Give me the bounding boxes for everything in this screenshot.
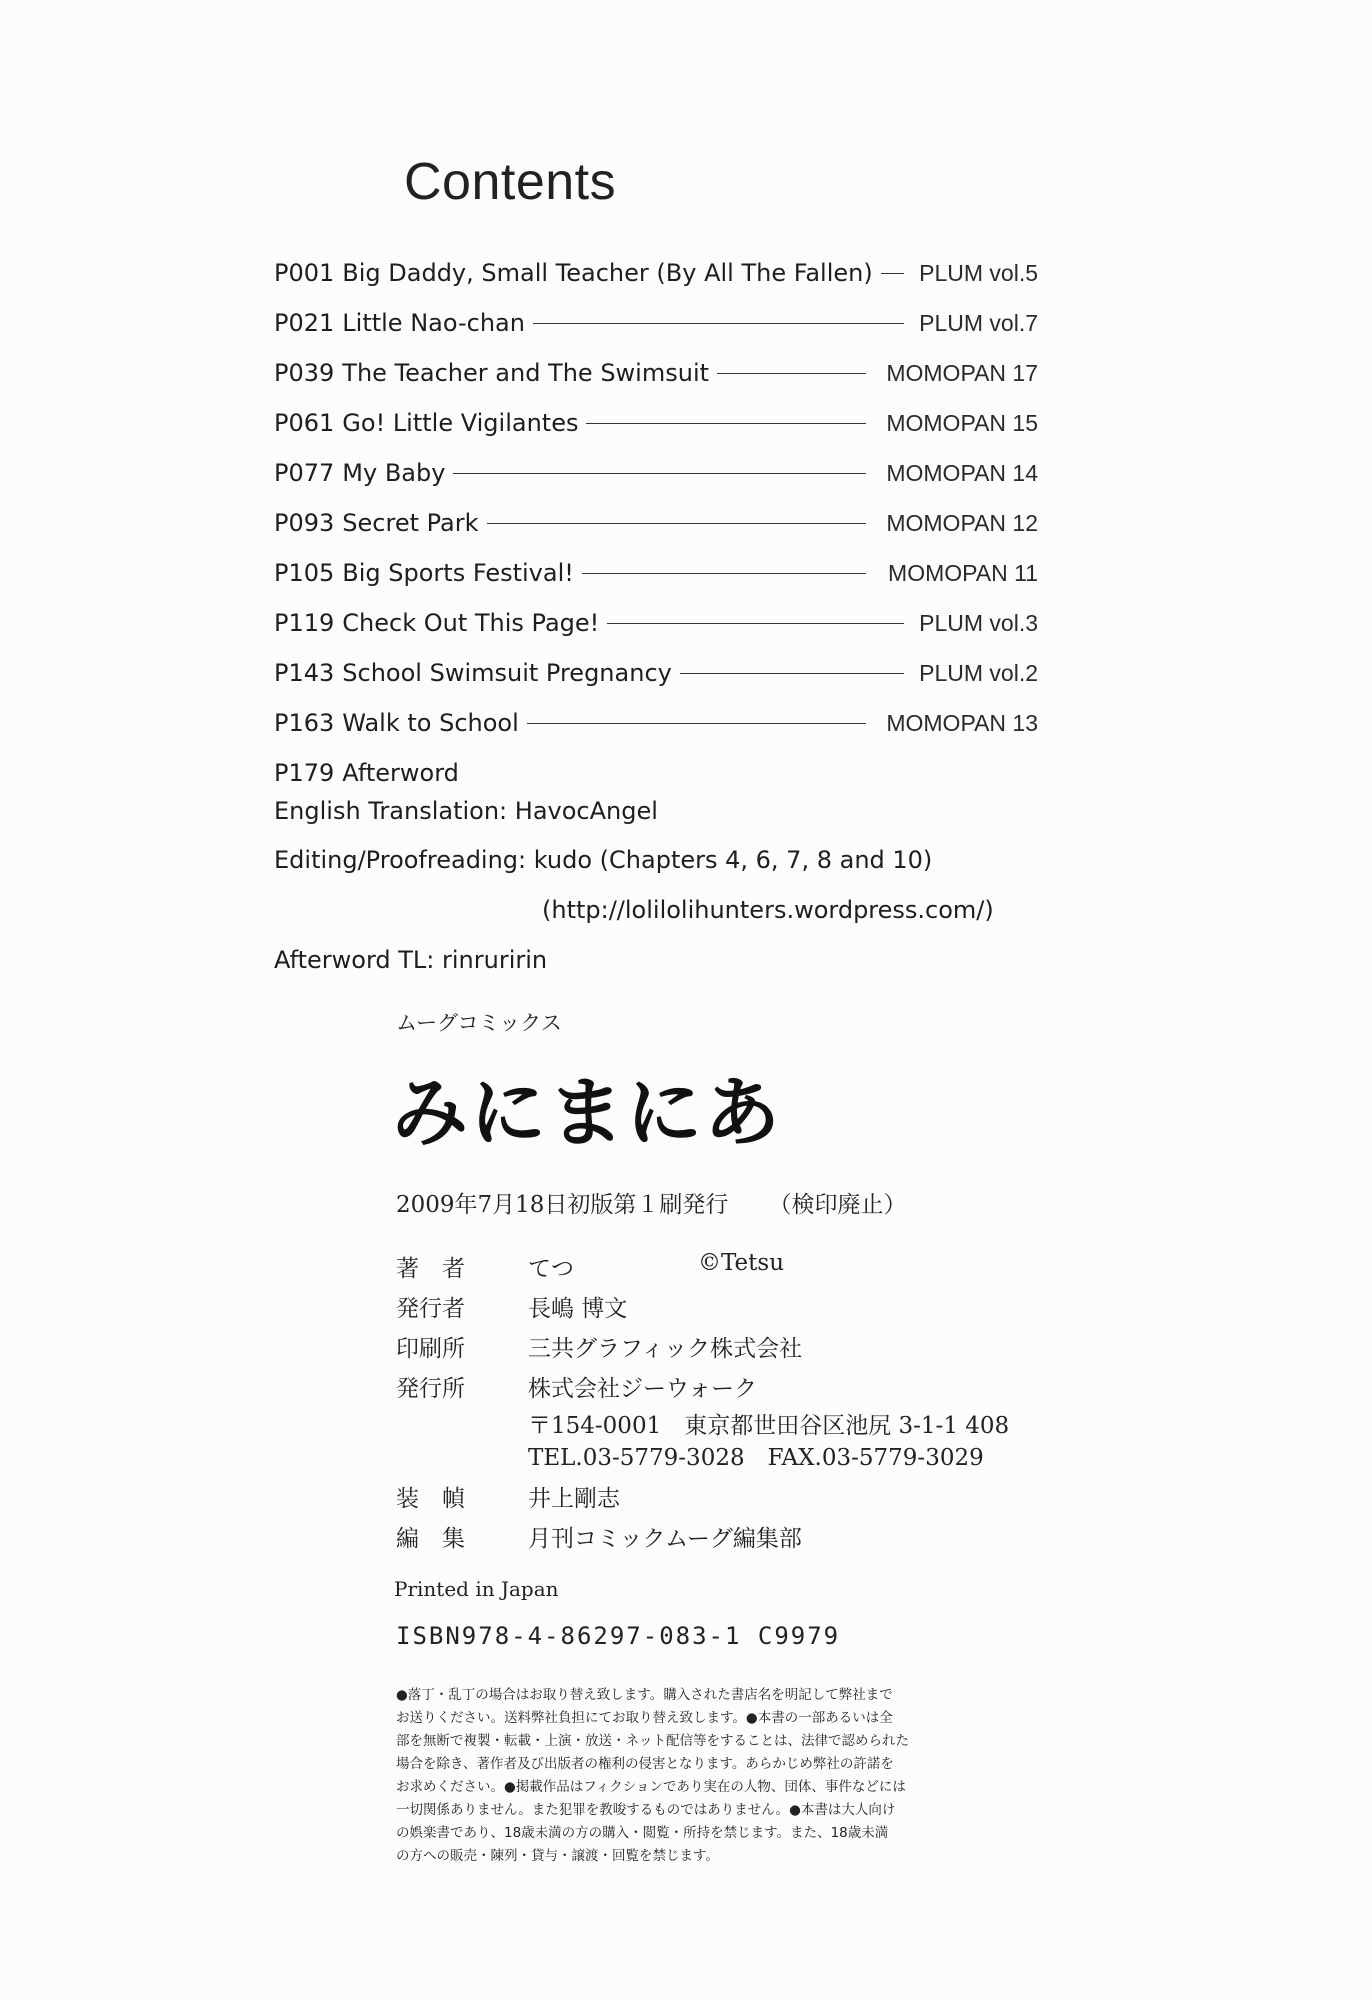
toc-chapter-title: Big Daddy, Small Teacher (By All The Fallen) bbox=[342, 259, 873, 287]
book-title-logo: みにまにあ bbox=[392, 1068, 782, 1157]
toc-entry bbox=[274, 398, 1038, 448]
toc-chapter-title: School Swimsuit Pregnancy bbox=[342, 659, 672, 687]
legal-notes bbox=[396, 1684, 984, 1868]
toc-page-number: P143 bbox=[274, 659, 335, 687]
editor-label: 編 集 bbox=[396, 1526, 465, 1552]
publisher-phone-fax: TEL.03-5779-3028 FAX.03-5779-3029 bbox=[528, 1445, 984, 1471]
legal-note-line: お送りください。送料弊社負担にてお取り替え致します。●本書の一部あるいは全 bbox=[396, 1710, 893, 1726]
toc-leader-line bbox=[533, 323, 904, 324]
toc-source: PLUM vol.2 bbox=[919, 659, 1038, 686]
scanlator-url: (http://lolilolihunters.wordpress.com/) bbox=[542, 896, 994, 924]
table-of-contents bbox=[274, 248, 1038, 798]
editing-credit: Editing/Proofreading: kudo (Chapters 4, 6, 7, 8 and 10) bbox=[274, 846, 933, 874]
toc-source: PLUM vol.7 bbox=[919, 309, 1038, 336]
legal-note-line: の娯楽書であり、18歳未満の方の購入・閲覧・所持を禁じます。また、18歳未満 bbox=[396, 1825, 889, 1841]
publisher-person-label: 発行者 bbox=[396, 1296, 465, 1322]
toc-leader-line bbox=[527, 723, 866, 724]
toc-page-number: P163 bbox=[274, 709, 335, 737]
toc-leader-line bbox=[453, 473, 866, 474]
toc-chapter-title: Big Sports Festival! bbox=[342, 559, 574, 587]
toc-entry bbox=[274, 648, 1038, 698]
publisher-name: 株式会社ジーウォーク bbox=[528, 1376, 758, 1402]
designer-name: 井上剛志 bbox=[528, 1486, 620, 1512]
toc-chapter-title: The Teacher and The Swimsuit bbox=[342, 359, 710, 387]
publisher-address: 〒154-0001 東京都世田谷区池尻 3-1-1 408 bbox=[528, 1413, 1010, 1439]
toc-chapter-title: My Baby bbox=[342, 459, 446, 487]
editor-name: 月刊コミックムーグ編集部 bbox=[528, 1526, 802, 1552]
toc-page-number: P119 bbox=[274, 609, 335, 637]
seal-note: （検印廃止） bbox=[768, 1192, 907, 1218]
toc-source: MOMOPAN 17 bbox=[886, 359, 1038, 386]
copyright: ©Tetsu bbox=[698, 1250, 785, 1276]
page-title: Contents bbox=[404, 153, 617, 211]
publisher-label: 発行所 bbox=[396, 1376, 465, 1402]
toc-page-number: P093 bbox=[274, 509, 335, 537]
toc-entry bbox=[274, 298, 1038, 348]
toc-leader-line bbox=[607, 623, 904, 624]
toc-page-number: P061 bbox=[274, 409, 335, 437]
publication-date bbox=[396, 1186, 906, 1219]
toc-page-number: P105 bbox=[274, 559, 335, 587]
printer-name: 三共グラフィック株式会社 bbox=[528, 1336, 803, 1362]
toc-entry bbox=[274, 248, 1038, 298]
toc-leader-line bbox=[582, 573, 866, 574]
legal-note-line: ●落丁・乱丁の場合はお取り替え致します。購入された書店名を明記して弊社まで bbox=[396, 1687, 893, 1703]
toc-source: PLUM vol.3 bbox=[919, 609, 1038, 636]
toc-entry bbox=[274, 598, 1038, 648]
toc-page-number: P179 bbox=[274, 759, 335, 787]
isbn: ISBN978-4-86297-083-1 C9979 bbox=[396, 1622, 841, 1650]
toc-chapter-title: Secret Park bbox=[342, 509, 479, 537]
toc-entry bbox=[274, 498, 1038, 548]
publisher-person: 長嶋 博文 bbox=[528, 1296, 628, 1322]
toc-entry bbox=[274, 698, 1038, 748]
toc-leader-line bbox=[881, 273, 904, 274]
toc-entry bbox=[274, 348, 1038, 398]
toc-source: MOMOPAN 13 bbox=[886, 709, 1038, 736]
toc-source: PLUM vol.5 bbox=[919, 259, 1038, 286]
author-label: 著 者 bbox=[396, 1256, 465, 1282]
toc-entry bbox=[274, 448, 1038, 498]
toc-chapter-title: Afterword bbox=[342, 759, 459, 787]
toc-entry bbox=[274, 748, 1038, 798]
imprint-label: ムーグコミックス bbox=[396, 1011, 562, 1035]
toc-page-number: P001 bbox=[274, 259, 335, 287]
printer-label: 印刷所 bbox=[396, 1336, 465, 1362]
toc-chapter-title: Check Out This Page! bbox=[342, 609, 600, 637]
afterword-translation-credit: Afterword TL: rinruririn bbox=[274, 946, 548, 974]
toc-source: MOMOPAN 11 bbox=[888, 559, 1038, 586]
toc-chapter-title: Walk to School bbox=[342, 709, 519, 737]
toc-chapter-title: Go! Little Vigilantes bbox=[342, 409, 579, 437]
toc-leader-line bbox=[717, 373, 866, 374]
legal-note-line: 一切関係ありません。また犯罪を教唆するものではありません。●本書は大人向け bbox=[396, 1802, 896, 1818]
toc-page-number: P021 bbox=[274, 309, 335, 337]
toc-page-number: P077 bbox=[274, 459, 335, 487]
printed-in: Printed in Japan bbox=[394, 1577, 559, 1601]
toc-leader-line bbox=[586, 423, 866, 424]
toc-source: MOMOPAN 15 bbox=[886, 409, 1038, 436]
toc-entry bbox=[274, 548, 1038, 598]
toc-chapter-title: Little Nao-chan bbox=[342, 309, 525, 337]
author-name: てつ bbox=[528, 1256, 574, 1282]
legal-note-line: お求めください。●掲載作品はフィクションであり実在の人物、団体、事件などには bbox=[396, 1779, 906, 1795]
toc-page-number: P039 bbox=[274, 359, 335, 387]
toc-source: MOMOPAN 12 bbox=[886, 509, 1038, 536]
legal-note-line: 部を無断で複製・転載・上演・放送・ネット配信等をすることは、法律で認められた bbox=[396, 1733, 909, 1749]
toc-leader-line bbox=[680, 673, 904, 674]
translation-credit: English Translation: HavocAngel bbox=[274, 797, 658, 825]
first-edition-date: 2009年7月18日初版第１刷発行 bbox=[396, 1192, 729, 1218]
legal-note-line: 場合を除き、著作者及び出版者の権利の侵害となります。あらかじめ弊社の許諾を bbox=[396, 1756, 894, 1772]
toc-source: MOMOPAN 14 bbox=[886, 459, 1038, 486]
design-label: 装 幀 bbox=[396, 1486, 465, 1512]
toc-leader-line bbox=[487, 523, 867, 524]
legal-note-line: の方への販売・陳列・貸与・譲渡・回覧を禁じます。 bbox=[396, 1848, 719, 1864]
